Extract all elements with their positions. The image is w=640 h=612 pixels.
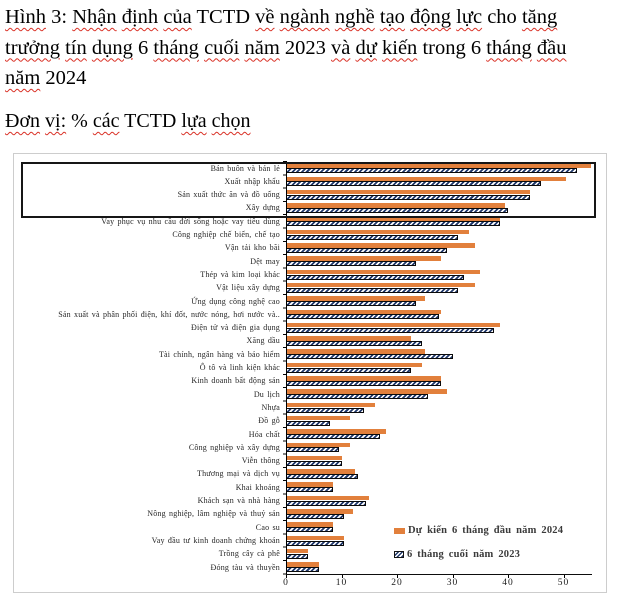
- bar-2024-forecast: [286, 469, 355, 474]
- misspelled-word: kiến: [382, 36, 418, 59]
- misspelled-word: cuối: [204, 36, 240, 59]
- chart-row: [14, 255, 606, 268]
- category-label: Kinh doanh bất động sản: [191, 376, 280, 386]
- legend-swatch-hatched: [394, 551, 404, 558]
- bar-2023-actual: [286, 381, 441, 386]
- x-tick-label: 50: [557, 578, 570, 588]
- chart-row: [14, 428, 606, 441]
- bar-2024-forecast: [286, 403, 375, 408]
- x-tick-mark: [397, 575, 398, 578]
- category-label: Dệt may: [250, 256, 280, 266]
- category-label: Vận tải kho bãi: [224, 243, 280, 253]
- category-label: Khai khoáng: [235, 482, 280, 492]
- category-label: Nông nghiệp, lâm nghiệp và thuỷ sản: [147, 509, 280, 519]
- bar-2024-forecast: [286, 349, 425, 354]
- chart-row: [14, 414, 606, 427]
- x-tick-label: 0: [283, 578, 289, 588]
- bar-2023-actual: [286, 501, 366, 506]
- bar-2024-forecast: [286, 363, 422, 368]
- category-label: Ô tô và linh kiện khác: [199, 363, 280, 372]
- misspelled-word: lựa: [181, 110, 207, 132]
- chart-row: [14, 388, 606, 401]
- bar-2023-actual: [286, 354, 453, 359]
- chart-row: [14, 228, 606, 241]
- misspelled-word: lực: [456, 6, 483, 28]
- category-label: Đóng tàu và thuyền: [210, 562, 280, 572]
- misspelled-word: năm: [5, 67, 41, 89]
- bar-2024-forecast: [286, 509, 353, 514]
- category-label: Khách sạn và nhà hàng: [197, 496, 280, 505]
- x-tick-label: 40: [502, 578, 514, 588]
- category-label: Xuất nhập khẩu: [224, 176, 280, 186]
- category-label: Sản xuất và phân phối điện, khí đốt, nước nóng, hơi nước và..: [58, 309, 280, 319]
- chart-row: [14, 467, 606, 480]
- category-label: Thép và kim loại khác: [200, 269, 280, 279]
- bar-2024-forecast: [286, 416, 350, 421]
- bar-2023-actual: [286, 541, 344, 546]
- misspelled-word: tạo: [379, 6, 405, 28]
- bar-2023-actual: [286, 474, 358, 479]
- legend-label-2023: 6 tháng cuối năm 2023: [407, 549, 521, 560]
- bar-2024-forecast: [286, 230, 469, 235]
- chart-row: [14, 561, 606, 574]
- chart-row: [14, 268, 606, 281]
- bar-2024-forecast: [286, 562, 319, 567]
- bar-2023-actual: [286, 434, 380, 439]
- misspelled-word: Hình: [5, 6, 46, 28]
- bar-2023-actual: [286, 447, 339, 452]
- bar-2023-actual: [286, 554, 308, 559]
- x-tick-mark: [508, 575, 509, 578]
- bar-2024-forecast: [286, 243, 475, 248]
- category-label: Nhựa: [261, 402, 280, 412]
- bar-2023-actual: [286, 314, 439, 319]
- chart-row: [14, 494, 606, 507]
- bar-2024-forecast: [286, 522, 333, 527]
- chart-row: [14, 374, 606, 387]
- category-label: Xây dựng: [245, 203, 280, 213]
- misspelled-word: động: [410, 6, 452, 28]
- misspelled-word: Đơn: [5, 110, 41, 132]
- highlight-rectangle: [21, 162, 596, 218]
- x-tick-label: 30: [446, 578, 459, 588]
- category-label: Vay phục vụ nhu cầu đời sống hoặc vay tiêu dùng: [101, 216, 280, 226]
- misspelled-word: các: [92, 110, 120, 132]
- bar-2023-actual: [286, 567, 319, 572]
- chart-row: [14, 454, 606, 467]
- category-label: Vay đầu tư kinh doanh chứng khoán: [151, 535, 280, 545]
- chart-row: [14, 308, 606, 321]
- bar-2024-forecast: [286, 456, 342, 461]
- bar-2023-actual: [286, 527, 333, 532]
- legend-item-2023: [394, 549, 520, 560]
- bar-2023-actual: [286, 248, 447, 253]
- bar-2024-forecast: [286, 549, 308, 554]
- x-tick-mark: [453, 575, 454, 578]
- misspelled-word: đầu: [536, 36, 567, 59]
- chart-row: [14, 348, 606, 361]
- chart-row: [14, 361, 606, 374]
- bar-2023-actual: [286, 487, 333, 492]
- chart-row: [14, 241, 606, 254]
- title-line: trưởng tín dụng 6 tháng cuối năm 2023 và dự kiến trong 6 tháng đầu: [5, 36, 567, 59]
- bar-2023-actual: [286, 421, 330, 426]
- misspelled-word: trưởng: [5, 36, 60, 59]
- legend-item-2024: [394, 525, 563, 536]
- bar-2023-actual: [286, 288, 458, 293]
- category-label: Sản xuất thức ăn và đồ uống: [177, 190, 280, 200]
- bar-2023-actual: [286, 221, 500, 226]
- x-tick-mark: [564, 575, 565, 578]
- chart-row: [14, 507, 606, 520]
- bar-2024-forecast: [286, 536, 344, 541]
- chart-row: [14, 321, 606, 334]
- bar-2024-forecast: [286, 323, 500, 328]
- category-label: Điện tử và điện gia dụng: [190, 323, 280, 333]
- misspelled-word: của: [163, 6, 192, 28]
- misspelled-word: và: [331, 36, 351, 59]
- category-label: Đồ gỗ: [258, 416, 280, 426]
- x-tick-label: 10: [335, 578, 348, 588]
- bar-2023-actual: [286, 514, 344, 519]
- category-label: Cao su: [255, 522, 280, 532]
- misspelled-word: tháng: [153, 36, 199, 59]
- misspelled-word: dự: [355, 36, 377, 59]
- y-axis-line: [286, 161, 287, 574]
- bar-2024-forecast: [286, 310, 441, 315]
- title-line: Hình 3: Nhận định của TCTD về ngành nghề tạo động lực cho tăng: [5, 6, 558, 28]
- x-tick-mark: [342, 575, 343, 578]
- category-label: Thương mại và dịch vụ: [197, 469, 280, 479]
- category-label: Trồng cây cà phê: [218, 549, 280, 559]
- bar-2024-forecast: [286, 496, 369, 501]
- category-label: Xăng dầu: [246, 336, 280, 346]
- bar-2023-actual: [286, 408, 364, 413]
- misspelled-word: định: [121, 6, 159, 28]
- category-label: Hóa chất: [248, 429, 280, 439]
- chart-row: [14, 281, 606, 294]
- x-tick-mark: [286, 575, 287, 578]
- category-label: Viễn thông: [241, 456, 280, 466]
- bar-2024-forecast: [286, 336, 411, 341]
- category-label: Bán buôn và bán lẻ: [210, 163, 280, 173]
- bar-2024-forecast: [286, 283, 475, 288]
- bar-2024-forecast: [286, 389, 447, 394]
- bar-2024-forecast: [286, 482, 333, 487]
- bar-2023-actual: [286, 275, 464, 280]
- bar-2023-actual: [286, 328, 494, 333]
- misspelled-word: tăng: [521, 6, 558, 28]
- bar-2024-forecast: [286, 296, 425, 301]
- misspelled-word: ngành: [279, 6, 330, 28]
- category-label: Tài chính, ngân hàng và bảo hiểm: [158, 349, 280, 359]
- bar-2023-actual: [286, 301, 416, 306]
- bar-2024-forecast: [286, 376, 441, 381]
- misspelled-word: tín: [65, 36, 87, 59]
- chart-row: [14, 295, 606, 308]
- x-axis-line: [286, 574, 592, 576]
- category-label: Ứng dụng công nghệ cao: [191, 296, 280, 306]
- title-line: năm 2024: [5, 67, 87, 89]
- misspelled-word: dụng: [91, 36, 133, 59]
- bar-2023-actual: [286, 461, 342, 466]
- x-tick-label: 20: [391, 578, 403, 588]
- chart-row: [14, 481, 606, 494]
- bar-2023-actual: [286, 261, 416, 266]
- misspelled-word: nghề: [334, 6, 375, 28]
- bar-2023-actual: [286, 235, 458, 240]
- category-label: Du lịch: [253, 389, 280, 399]
- misspelled-word: tháng: [486, 36, 532, 59]
- misspelled-word: năm: [244, 36, 280, 59]
- chart-row: [14, 441, 606, 454]
- legend-swatch-orange: [394, 528, 405, 534]
- misspelled-word: vị:: [45, 110, 67, 132]
- category-label: Công nghiệp và xây dựng: [188, 442, 280, 452]
- bar-2024-forecast: [286, 429, 386, 434]
- bar-2023-actual: [286, 394, 428, 399]
- bar-2024-forecast: [286, 256, 441, 261]
- bar-2024-forecast: [286, 270, 480, 275]
- bar-chart: [13, 153, 607, 593]
- bar-2024-forecast: [286, 443, 350, 448]
- bar-2023-actual: [286, 368, 411, 373]
- figure-title: [5, 2, 637, 94]
- misspelled-word: về: [255, 6, 275, 28]
- unit-label: Đơn vị: % các TCTD lựa chọn: [5, 110, 251, 132]
- misspelled-word: chọn: [211, 110, 251, 132]
- category-label: Vật liệu xây dựng: [216, 283, 280, 293]
- category-label: Công nghiệp chế biến, chế tạo: [172, 230, 280, 239]
- bar-2023-actual: [286, 341, 422, 346]
- chart-row: [14, 334, 606, 347]
- legend-label-2024: Dự kiến 6 tháng đầu năm 2024: [408, 525, 564, 536]
- misspelled-word: Nhận: [72, 6, 117, 28]
- chart-row: [14, 401, 606, 414]
